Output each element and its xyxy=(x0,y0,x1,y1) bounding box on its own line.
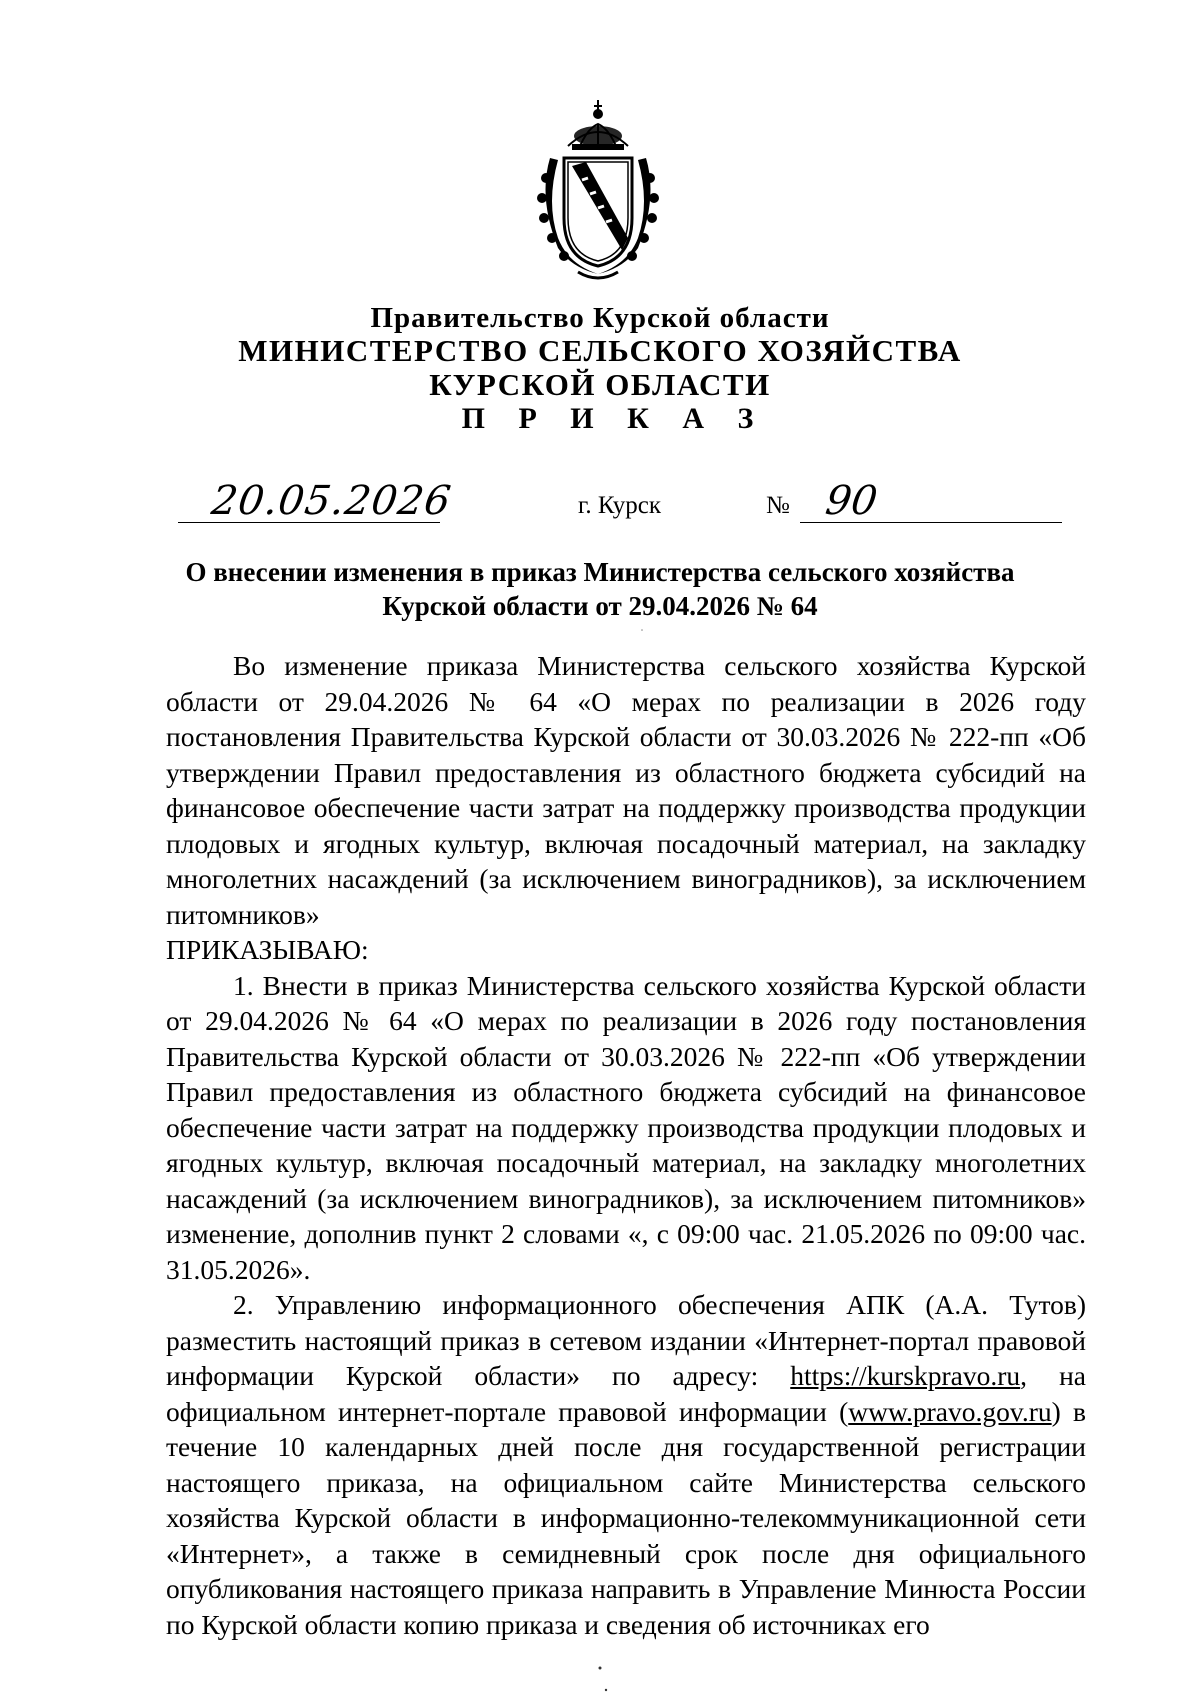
item-2-text-part2: , на официальном интернет-портале правовой информации ( xyxy=(166,1360,1086,1427)
handwritten-order-number: 90 xyxy=(822,478,881,524)
ministry-heading-line1: МИНИСТЕРСТВО СЕЛЬСКОГО ХОЗЯЙСТВА xyxy=(238,333,962,368)
government-heading: Правительство Курской области xyxy=(370,302,830,334)
order-title-line2: Курской области от 29.04.2026 № 64 xyxy=(382,591,818,621)
item-2-text-part1: 2. Управлению информационного обеспечения АПК (А.А. Тутов) разместить настоящий приказ в сетевом издании «Интернет-портал правовой информации Курской области» по адресу: xyxy=(166,1289,1086,1391)
kurskpravo-link[interactable]: https://kurskpravo.ru xyxy=(790,1360,1021,1391)
handwritten-date: 20.05.2026 xyxy=(208,478,455,524)
intro-paragraph: Во изменение приказа Министерства сельского хозяйства Курской области от 29.04.2026 № 64 «О мерах по реализации в 2026 году постановления Правительства Курской области от 30.03.2026 № 222-пп «Об утверждении Правил предоставления из областного бюджета субсидий на финансовое обеспечение части затрат на поддержку производства продукции плодовых и ягодных культур, включая посадочный материал, на закладку многолетних насаждений (за исключением виноградников), за исключением питомников» xyxy=(166,650,1086,930)
ministry-heading-line2: КУРСКОЙ ОБЛАСТИ xyxy=(429,367,771,402)
item-2-text-part3: ) в течение 10 календарных дней после дня государственной регистрации настоящего приказа, на официальном сайте Министерства сельского хозяйства Курской области в информационно-телекоммуникационной сети «Интернет», а также в семидневный срок после дня официального опубликования настоящего приказа направить в Управление Минюста России по Курской области копию приказа и сведения об источниках его xyxy=(166,1395,1086,1640)
city-label: г. Курск xyxy=(578,492,661,519)
item-1-paragraph: 1. Внести в приказ Министерства сельского хозяйства Курской области от 29.04.2026 № 64 «О мерах по реализации в 2026 году постановления Правительства Курской области от 30.03.2026 № 222-пп «Об утверждении Правил предоставления из областного бюджета субсидий на финансовое обеспечение части затрат на поддержку производства продукции плодовых и ягодных культур, включая посадочный материал, на закладку многолетних насаждений (за исключением виноградников), за исключением питомников» изменение, дополнив пункт 2 словами «, с 09:00 час. 21.05.2026 по 09:00 час. 31.05.2026». xyxy=(166,969,1086,1285)
pravo-gov-link[interactable]: www.pravo.gov.ru xyxy=(848,1395,1052,1427)
number-sign: № xyxy=(766,492,790,519)
order-title-line1: О внесении изменения в приказ Министерства сельского хозяйства xyxy=(185,557,1015,587)
order-word: ПРИКАЗЫВАЮ: xyxy=(166,934,369,965)
document-type-heading: П Р И К А З xyxy=(461,402,767,435)
